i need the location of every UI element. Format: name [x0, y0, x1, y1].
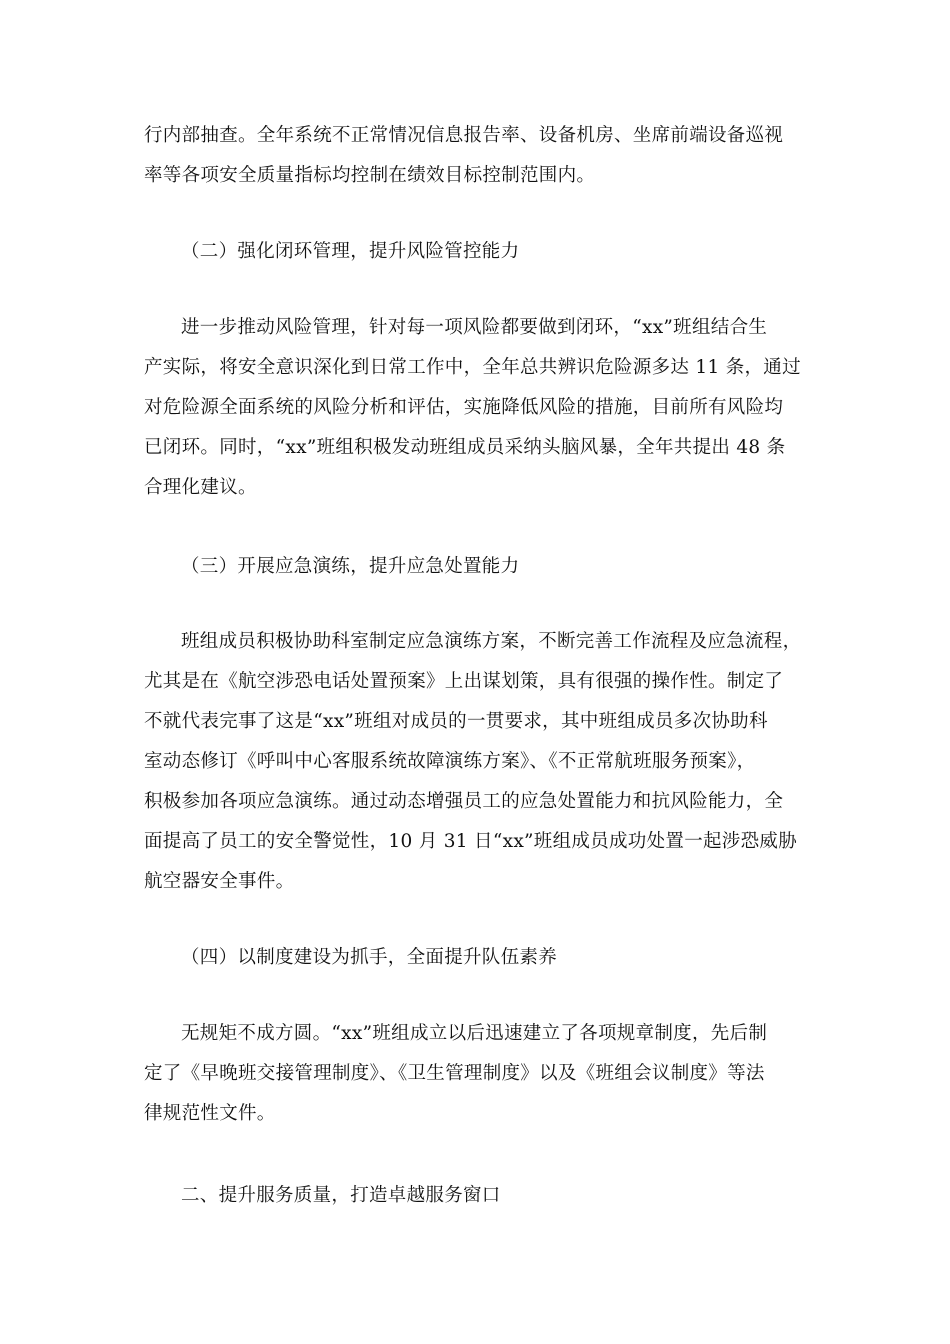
text-line: 律规范性文件。 [144, 1103, 276, 1124]
section-heading [144, 232, 806, 272]
text-line: 对危险源全面系统的风险分析和评估，实施降低风险的措施，目前所有风险均 [144, 397, 784, 418]
text-line: 航空器安全事件。 [144, 871, 295, 892]
text-line: 定了《早晚班交接管理制度》、《卫生管理制度》以及《班组会议制度》等法 [144, 1063, 765, 1084]
text-line: 班组成员积极协助科室制定应急演练方案，不断完善工作流程及应急流程， [181, 631, 802, 652]
text-line: 无规矩不成方圆。“xx”班组成立以后迅速建立了各项规章制度，先后制 [181, 1023, 768, 1044]
heading-text: （三）开展应急演练，提升应急处置能力 [181, 556, 520, 577]
paragraph-rules [144, 1014, 806, 1134]
paragraph-continuation [144, 116, 806, 196]
text-line: 产实际，将安全意识深化到日常工作中，全年总共辨识危险源多达 11 条，通过 [144, 357, 801, 378]
text-line: 行内部抽查。全年系统不正常情况信息报告率、设备机房、坐席前端设备巡视 [144, 125, 784, 146]
text-line: 积极参加各项应急演练。通过动态增强员工的应急处置能力和抗风险能力，全 [144, 791, 784, 812]
section-heading [144, 547, 806, 587]
text-line: 已闭环。同时，“xx”班组积极发动班组成员采纳头脑风暴，全年共提出 48 条 [144, 437, 786, 458]
paragraph-emergency-drill [144, 622, 806, 902]
section-heading [144, 1176, 806, 1216]
text-line: 室动态修订《呼叫中心客服系统故障演练方案》、《不正常航班服务预案》， [144, 751, 756, 772]
text-line: 率等各项安全质量指标均控制在绩效目标控制范围内。 [144, 165, 596, 186]
heading-text: 二、提升服务质量，打造卓越服务窗口 [181, 1185, 501, 1206]
text-line: 不就代表完事了这是“xx”班组对成员的一贯要求，其中班组成员多次协助科 [144, 711, 768, 732]
text-line: 合理化建议。 [144, 477, 257, 498]
heading-text: （二）强化闭环管理，提升风险管控能力 [181, 241, 520, 262]
paragraph-risk-management [144, 308, 806, 508]
heading-text: （四）以制度建设为抓手，全面提升队伍素养 [181, 947, 558, 968]
text-line: 进一步推动风险管理，针对每一项风险都要做到闭环，“xx”班组结合生 [181, 317, 768, 338]
text-line: 尤其是在《航空涉恐电话处置预案》上出谋划策，具有很强的操作性。制定了 [144, 671, 784, 692]
text-line: 面提高了员工的安全警觉性，10 月 31 日“xx”班组成员成功处置一起涉恐威胁 [144, 831, 798, 852]
section-heading [144, 938, 806, 978]
